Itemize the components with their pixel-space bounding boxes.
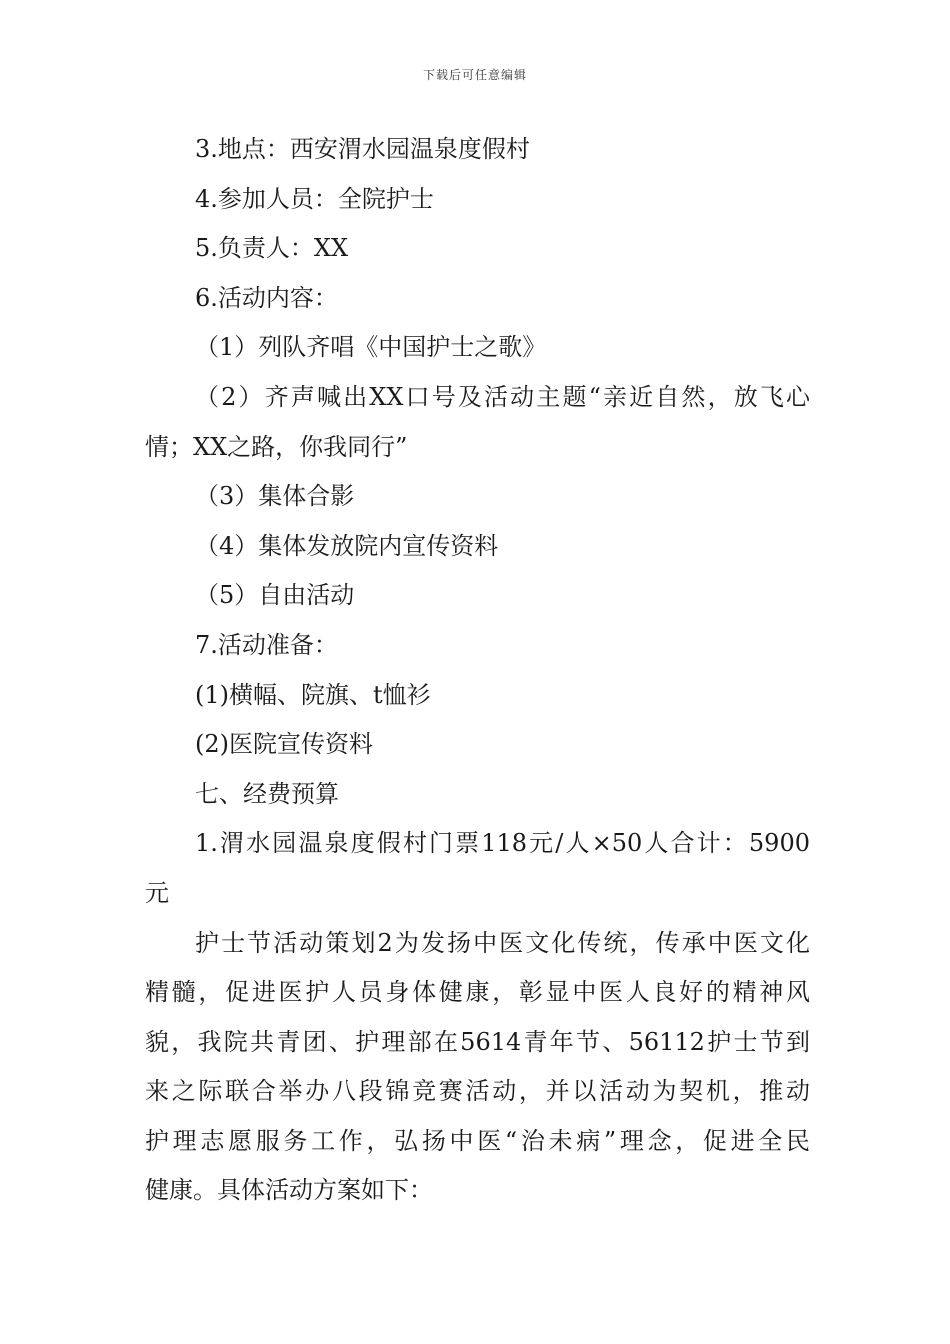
text-line: 元 [145, 878, 169, 907]
text-line: （2）齐声喊出XX口号及活动主题“亲近自然，放飞心 [195, 382, 810, 411]
paragraph-line: 来之际联合举办八段锦竞赛活动，并以活动为契机，推动 [145, 1077, 810, 1106]
paragraph-line: 护理志愿服务工作，弘扬中医“治未病”理念，促进全民 [145, 1126, 810, 1155]
text-line: 4.参加人员：全院护士 [195, 184, 434, 213]
text-line: 3.地点：西安渭水园温泉度假村 [195, 135, 530, 163]
text-line: 1.渭水园温泉度假村门票118元/人×50人合计：5900 [195, 829, 810, 858]
text-line: （1）列队齐唱《中国护士之歌》 [195, 333, 547, 362]
text-line: （4）集体发放院内宣传资料 [195, 531, 499, 560]
text-line: (1)横幅、院旗、t恤衫 [195, 680, 431, 709]
text-line: 7.活动准备： [195, 630, 338, 659]
text-line: （5）自由活动 [195, 581, 355, 610]
paragraph-line: 貌，我院共青团、护理部在5614青年节、56112护士节到 [145, 1027, 810, 1056]
paragraph-line: 健康。具体活动方案如下： [145, 1176, 433, 1205]
text-line: 情；XX之路，你我同行” [145, 432, 408, 461]
text-line: 6.活动内容： [195, 283, 338, 312]
page-header: 下载后可任意编辑 [422, 68, 527, 82]
text-line: （3）集体合影 [195, 482, 355, 511]
paragraph-line: 精髓，促进医护人员身体健康，彰显中医人良好的精神风 [145, 978, 810, 1007]
document-body [145, 125, 810, 1216]
text-line: 七、经费预算 [195, 779, 339, 808]
text-line: 5.负责人：XX [195, 234, 349, 263]
text-line: (2)医院宣传资料 [195, 730, 373, 759]
paragraph-line: 护士节活动策划2为发扬中医文化传统，传承中医文化 [195, 928, 810, 957]
